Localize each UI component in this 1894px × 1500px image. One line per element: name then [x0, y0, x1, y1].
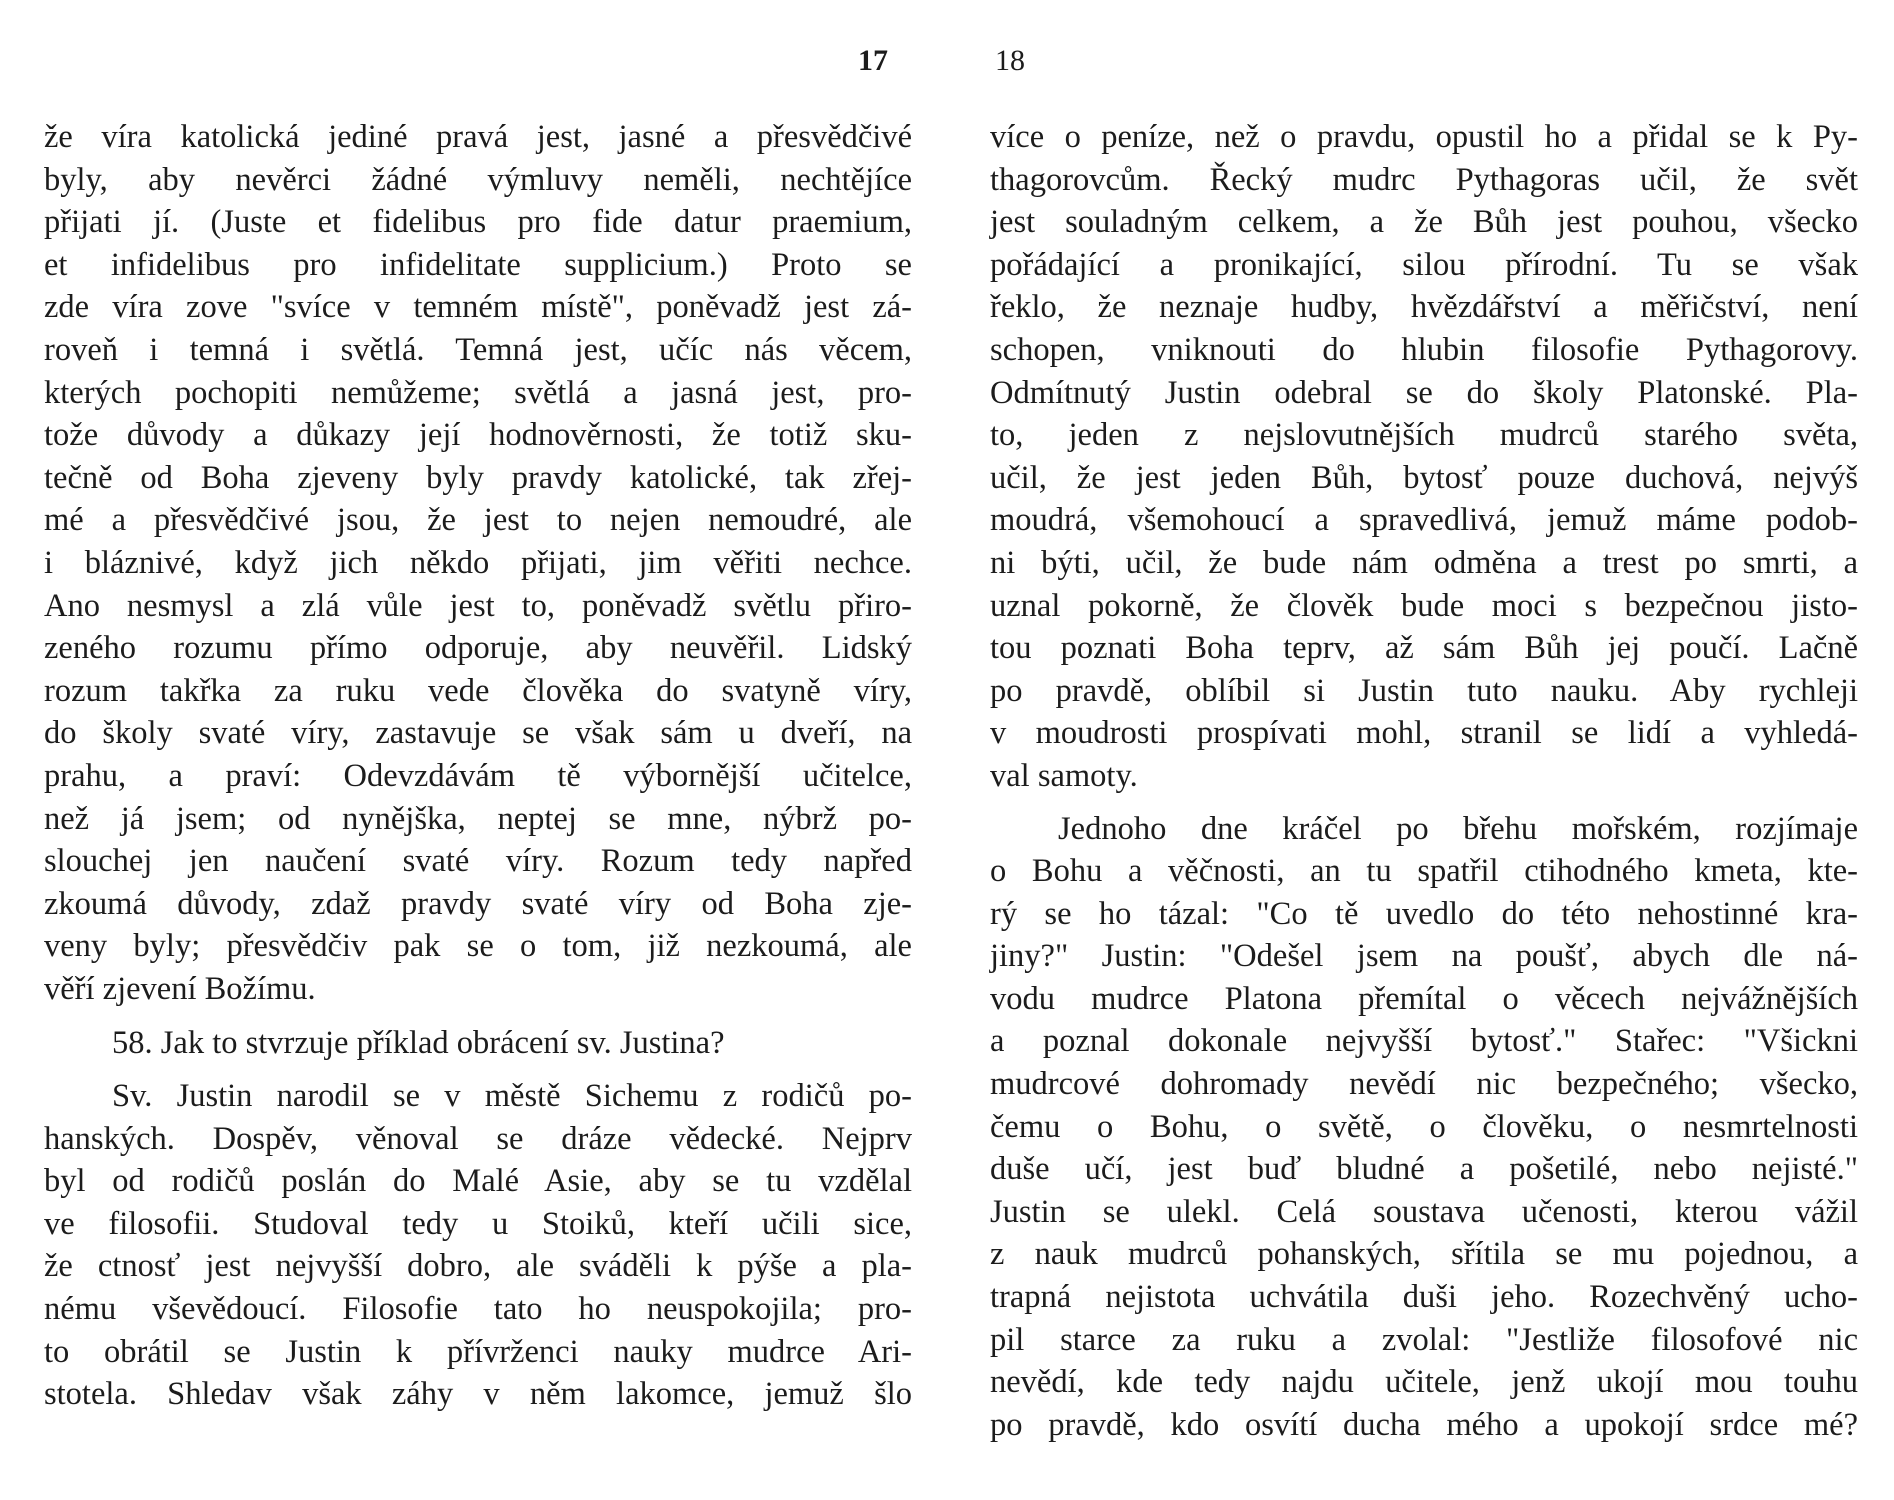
text-line: učil, že jest jeden Bůh, bytosť pouze duchová, nejvýš — [990, 459, 1858, 496]
text-line: tože důvody a důkazy její hodnověrnosti, že totiž sku- — [44, 417, 912, 454]
text-line: to, jeden z nejslovutnějších mudrců starého světa, — [990, 417, 1858, 454]
text-line: i bláznivé, když jich někdo přijati, jim věřiti nechce. — [44, 544, 912, 581]
text-line: přijati jí. (Juste et fidelibus pro fide datur praemium, — [44, 204, 912, 241]
text-line: thagorovcům. Řecký mudrc Pythagoras učil, že svět — [990, 161, 1858, 198]
text-line: rý se ho tázal: "Co tě uvedlo do této nehostinné kra- — [990, 895, 1858, 932]
page-number: 17 — [858, 44, 888, 77]
text-line: byl od rodičů poslán do Malé Asie, aby se tu vzdělal — [44, 1163, 912, 1200]
text-line: duše učí, jest buď bludné a pošetilé, nebo nejisté." — [990, 1151, 1858, 1188]
text-line: více o peníze, než o pravdu, opustil ho a přidal se k Py- — [990, 119, 1858, 155]
text-line: ve filosofii. Studoval tedy u Stoiků, kteří učili sice, — [44, 1205, 912, 1242]
text-line: Justin se ulekl. Celá soustava učenosti, kterou vážil — [990, 1193, 1858, 1230]
text-line: to obrátil se Justin k přívrženci nauky mudrce Ari- — [44, 1333, 912, 1370]
text-line: ni býti, učil, že bude nám odměna a trest po smrti, a — [990, 544, 1858, 581]
text-line: čemu o Bohu, o světě, o člověku, o nesmrtelnosti — [990, 1108, 1858, 1145]
text-line: zkoumá důvody, zdaž pravdy svaté víry od Boha zje- — [44, 885, 912, 922]
text-line: Jednoho dne kráčel po břehu mořském, rozjímaje — [1058, 810, 1858, 847]
text-line: slouchej jen naučení svaté víry. Rozum tedy napřed — [44, 843, 912, 880]
text-line: věří zjevení Božímu. — [44, 970, 316, 1007]
text-line: jest souladným celkem, a že Bůh jest pouhou, všecko — [990, 204, 1858, 241]
text-line: nevědí, kde tedy najdu učitele, jenž ukojí mou touhu — [990, 1364, 1858, 1401]
text-line: byly, aby nevěrci žádné výmluvy neměli, nechtějíce — [44, 161, 912, 198]
text-line: Ano nesmysl a zlá vůle jest to, poněvadž světlu přiro- — [44, 587, 912, 624]
text-line: uznal pokorně, že člověk bude moci s bezpečnou jisto- — [990, 587, 1858, 624]
text-line: val samoty. — [990, 757, 1138, 794]
text-line: pil starce za ruku a zvolal: "Jestliže filosofové nic — [990, 1321, 1858, 1358]
right-page — [947, 0, 1894, 1500]
text-line: tou poznati Boha teprv, až sám Bůh jej poučí. Lačně — [990, 630, 1858, 667]
text-line: jiny?" Justin: "Odešel jsem na poušť, abych dle ná- — [990, 938, 1858, 975]
text-line: veny byly; přesvědčiv pak se o tom, již nezkoumá, ale — [44, 928, 912, 965]
text-line: trapná nejistota uchvátila duši jeho. Rozechvěný ucho- — [990, 1279, 1858, 1316]
text-line: zde víra zove "svíce v temném místě", poněvadž jest zá- — [44, 289, 912, 326]
text-line: do školy svaté víry, zastavuje se však sám u dveří, na — [44, 715, 912, 752]
text-line: řeklo, že neznaje hudby, hvězdářství a měřičství, není — [990, 289, 1858, 326]
text-line: vodu mudrce Platona přemítal o věcech nejvážnějších — [990, 980, 1858, 1017]
text-line: po pravdě, oblíbil si Justin tuto nauku. Aby rychleji — [990, 672, 1858, 709]
left-page-text — [44, 116, 912, 1416]
text-line: et infidelibus pro infidelitate supplicium.) Proto se — [44, 246, 912, 283]
text-line: a poznal dokonale nejvyšší bytosť." Stařec: "Všickni — [990, 1023, 1858, 1060]
text-line: po pravdě, kdo osvítí ducha mého a upokojí srdce mé? — [990, 1406, 1858, 1443]
text-line: hanských. Dospěv, věnoval se dráze vědecké. Nejprv — [44, 1120, 912, 1157]
text-line: tečně od Boha zjeveny byly pravdy katolické, tak zřej- — [44, 459, 912, 496]
text-line: schopen, vniknouti do hlubin filosofie Pythagorovy. — [990, 331, 1858, 368]
text-line: mé a přesvědčivé jsou, že jest to nejen nemoudré, ale — [44, 502, 912, 539]
text-line: o Bohu a věčnosti, an tu spatřil ctihodného kmeta, kte- — [990, 853, 1858, 890]
text-line: stotela. Shledav však záhy v něm lakomce, jemuž šlo — [44, 1376, 912, 1413]
text-line: pořádající a pronikající, silou přírodní. Tu se však — [990, 246, 1858, 283]
text-line: Odmítnutý Justin odebral se do školy Platonské. Pla- — [990, 374, 1858, 411]
text-line: rozum takřka za ruku vede člověka do svatyně víry, — [44, 672, 912, 709]
text-line: že víra katolická jediné pravá jest, jasné a přesvědčivé — [44, 119, 912, 155]
text-line: mudrcové dohromady nevědí nic bezpečného; všecko, — [990, 1066, 1858, 1103]
text-line: prahu, a praví: Odevzdávám tě výbornější učitelce, — [44, 757, 912, 794]
text-line: že ctnosť jest nejvyšší dobro, ale sváděli k pýše a pla- — [44, 1248, 912, 1285]
text-line: v moudrosti prospívati mohl, stranil se lidí a vyhledá- — [990, 715, 1858, 752]
text-line: moudrá, všemohoucí a spravedlivá, jemuž máme podob- — [990, 502, 1858, 539]
text-line: Sv. Justin narodil se v městě Sichemu z rodičů po- — [112, 1078, 912, 1115]
text-line: než já jsem; od nynějška, neptej se mne, nýbrž po- — [44, 800, 912, 837]
text-line: roveň i temná i světlá. Temná jest, učíc nás věcem, — [44, 331, 912, 368]
question-heading: 58. Jak to stvrzuje příklad obrácení sv. Justina? — [112, 1025, 725, 1062]
text-line: nému vševědoucí. Filosofie tato ho neuspokojila; pro- — [44, 1291, 912, 1328]
page-number: 18 — [995, 44, 1025, 77]
right-page-text — [990, 116, 1858, 1446]
text-line: zeného rozumu přímo odporuje, aby neuvěřil. Lidský — [44, 630, 912, 667]
text-line: kterých pochopiti nemůžeme; světlá a jasná jest, pro- — [44, 374, 912, 411]
text-line: z nauk mudrců pohanských, sřítila se mu pojednou, a — [990, 1236, 1858, 1273]
